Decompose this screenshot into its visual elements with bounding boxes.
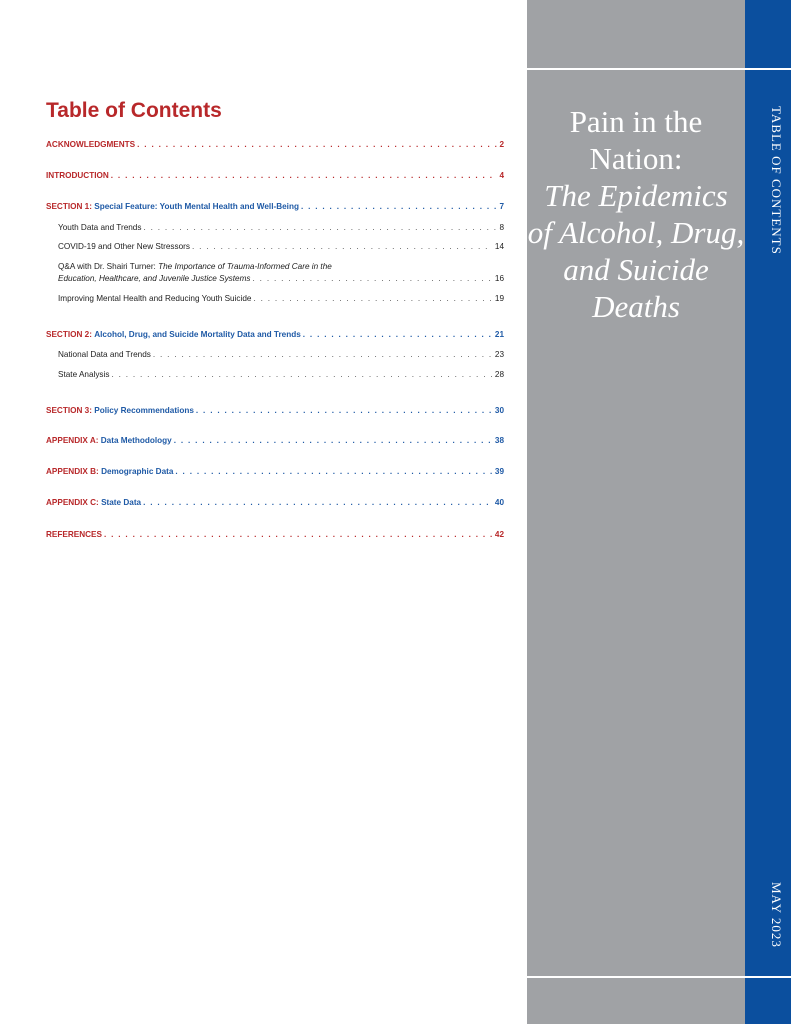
- toc-entry-prefix: APPENDIX A:: [46, 436, 99, 445]
- toc-page-number: 8: [499, 223, 504, 232]
- toc-page-number: 14: [494, 242, 504, 251]
- toc-subentry-title: State Analysis: [58, 370, 110, 379]
- toc-entry-prefix: SECTION 3:: [46, 406, 92, 415]
- toc-page-number: 39: [494, 467, 504, 476]
- toc-entry-title: State Data: [101, 498, 142, 507]
- toc-subentry-improving[interactable]: [58, 293, 504, 304]
- toc-page-number: 16: [494, 274, 504, 283]
- toc-page-number: 38: [494, 436, 504, 445]
- toc-page-number: 2: [499, 140, 504, 149]
- toc-leader: [153, 349, 493, 360]
- toc-page-number: 21: [494, 330, 504, 339]
- toc-leader: [303, 329, 493, 340]
- bottom-divider: [527, 976, 791, 978]
- toc-entry-appendix-b[interactable]: [46, 466, 504, 477]
- toc-entry-prefix: APPENDIX C:: [46, 498, 99, 507]
- toc-leader: [104, 529, 493, 540]
- toc-leader: [111, 170, 498, 181]
- toc-leader: [301, 201, 497, 212]
- toc-subentry-state[interactable]: [58, 369, 504, 380]
- cover-title-line5: and Suicide Deaths: [563, 252, 709, 324]
- cover-title-line4: of Alcohol, Drug,: [527, 215, 745, 250]
- side-label-toc: TABLE OF CONTENTS: [769, 106, 784, 255]
- toc-leader: [111, 369, 492, 380]
- toc-entry-title: Alcohol, Drug, and Suicide Mortality Data and Trends: [94, 330, 301, 339]
- toc-leader: [174, 435, 493, 446]
- cover-title: [527, 103, 745, 325]
- toc-entry-references[interactable]: [46, 529, 504, 540]
- toc-entry-section-2[interactable]: [46, 329, 504, 340]
- cover-title-line3: The Epidemics: [544, 178, 728, 213]
- toc-leader: [137, 139, 497, 150]
- toc-subentry-youth-data[interactable]: [58, 222, 504, 233]
- toc-subentry-covid[interactable]: [58, 241, 504, 252]
- toc-entry-appendix-a[interactable]: [46, 435, 504, 446]
- toc-page-number: 7: [499, 202, 504, 211]
- toc-entry-introduction[interactable]: [46, 170, 504, 181]
- toc-leader: [143, 497, 493, 508]
- toc-leader: [143, 222, 497, 233]
- toc-subentry-title-italic: The Importance of Trauma-Informed Care in the: [158, 262, 332, 271]
- side-label-date: MAY 2023: [769, 882, 784, 948]
- toc-page-number: 40: [494, 498, 504, 507]
- toc-entry-title: Data Methodology: [100, 436, 172, 445]
- toc-leader: [196, 405, 493, 416]
- toc-entry-acknowledgments[interactable]: [46, 139, 504, 150]
- toc-subentry-title: Youth Data and Trends: [58, 223, 142, 232]
- toc-subentry-title-line2: Education, Healthcare, and Juvenile Justice Systems: [58, 274, 251, 283]
- toc-leader: [253, 293, 492, 304]
- top-divider: [527, 68, 791, 70]
- toc-subentry-title: COVID-19 and Other New Stressors: [58, 242, 190, 251]
- toc-entry-title: REFERENCES: [46, 530, 102, 539]
- toc-entry-appendix-c[interactable]: [46, 497, 504, 508]
- toc-subentry-national[interactable]: [58, 349, 504, 360]
- toc-page-number: 19: [494, 294, 504, 303]
- cover-title-line1: Pain in the: [569, 104, 703, 139]
- toc-leader: [175, 466, 492, 477]
- toc-entry-title: ACKNOWLEDGMENTS: [46, 140, 136, 149]
- toc-page-number: 4: [499, 171, 504, 180]
- toc-subentry-line1: [58, 261, 504, 273]
- toc-subentry-line2: [58, 273, 504, 285]
- page-title: Table of Contents: [46, 99, 222, 122]
- toc-page-number: 30: [494, 406, 504, 415]
- toc-subentry-qa[interactable]: [58, 261, 504, 285]
- toc-entry-prefix: SECTION 1:: [46, 202, 92, 211]
- toc-page-number: 28: [494, 370, 504, 379]
- toc-page-number: 42: [494, 530, 504, 539]
- toc-entry-section-3[interactable]: [46, 405, 504, 416]
- toc-leader: [192, 241, 493, 252]
- toc-entry-title: Demographic Data: [101, 467, 174, 476]
- toc-subentry-title: National Data and Trends: [58, 350, 151, 359]
- toc-subentry-title: Improving Mental Health and Reducing Youth Suicide: [58, 294, 252, 303]
- toc-entry-prefix: SECTION 2:: [46, 330, 92, 339]
- toc-entry-prefix: APPENDIX B:: [46, 467, 99, 476]
- toc-entry-title: Special Feature: Youth Mental Health and Well-Being: [94, 202, 299, 211]
- toc-entry-title: INTRODUCTION: [46, 171, 109, 180]
- toc-entry-title: Policy Recommendations: [94, 406, 194, 415]
- toc-leader: [253, 273, 493, 285]
- toc-subentry-title-plain: Q&A with Dr. Shairi Turner:: [58, 262, 156, 271]
- cover-title-line2: Nation:: [589, 141, 683, 176]
- toc-entry-section-1[interactable]: [46, 201, 504, 212]
- toc-page-number: 23: [494, 350, 504, 359]
